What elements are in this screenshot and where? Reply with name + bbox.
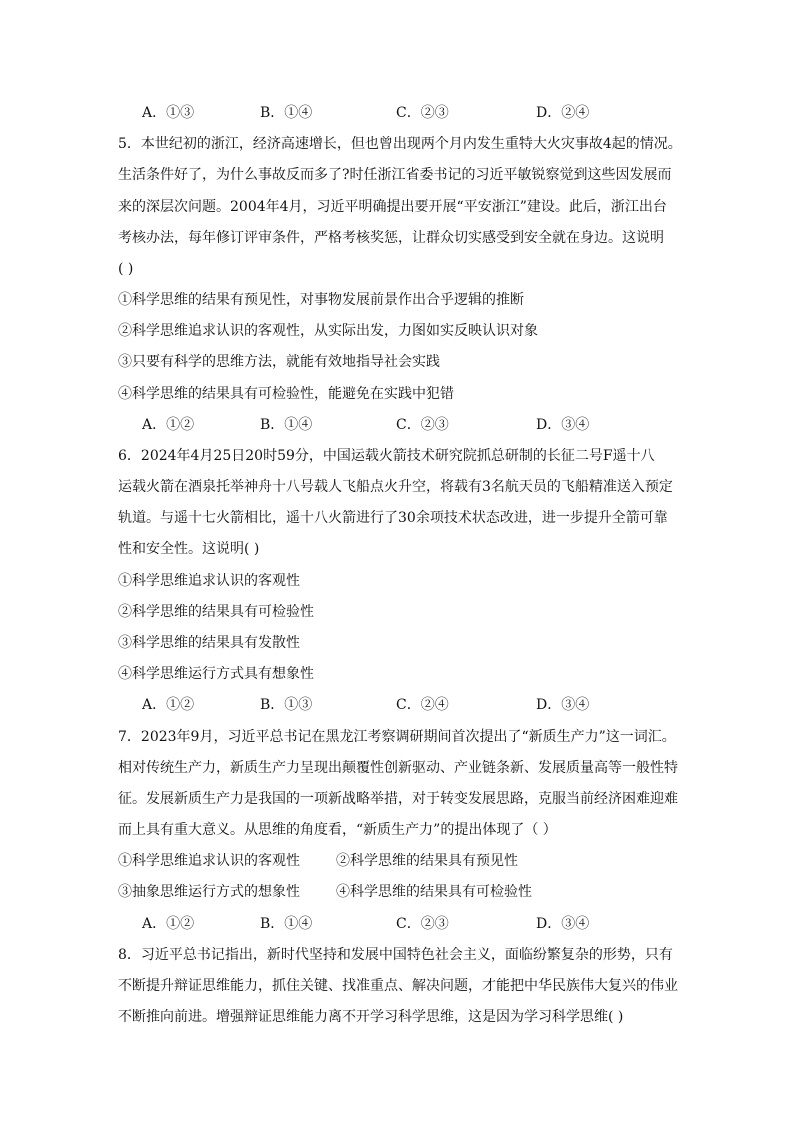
- option-c[interactable]: C．②③: [396, 105, 449, 121]
- option-c[interactable]: C．②③: [396, 916, 449, 932]
- q5-statement: ③只要有科学的思维方法，就能有效地指导社会实践: [118, 354, 440, 370]
- q5-stem-line: 5．本世纪初的浙江，经济高速增长，但也曾出现两个月内发生重特大火灾事故4起的情况。: [118, 136, 682, 152]
- q6-stem-line: 6．2024年4月25日20时59分，中国运载火箭技术研究院抓总研制的长征二号F遥十八: [118, 448, 655, 464]
- q6-stem-line: 运载火箭在酒泉托举神舟十八号载人飞船点火升空，将载有3名航天员的飞船精准送入预定: [118, 479, 673, 495]
- q8-stem-line: 8．习近平总书记指出，新时代坚持和发展中国特色社会主义，面临纷繁复杂的形势，只有: [118, 947, 673, 963]
- q8-stem-line: 不断推向前进。增强辩证思维能力离不开学习科学思维，这是因为学习科学思维( ): [118, 1009, 624, 1025]
- option-a[interactable]: A．①②: [142, 417, 195, 433]
- option-d[interactable]: D．③④: [536, 417, 590, 433]
- q6-statement: ③科学思维的结果具有发散性: [118, 635, 300, 651]
- q7-statement: ①科学思维追求认识的客观性: [118, 853, 300, 869]
- q5-answer-blank: ( ): [118, 261, 134, 277]
- q7-statement: ②科学思维的结果具有预见性: [336, 853, 518, 869]
- q5-statement: ④科学思维的结果具有可检验性，能避免在实践中犯错: [118, 386, 454, 402]
- option-b[interactable]: B．①④: [260, 105, 313, 121]
- q7-statements-row: [118, 851, 678, 871]
- q5-options: [142, 415, 702, 435]
- q7-stem-line: 而上具有重大意义。从思维的角度看，“新质生产力”的提出体现了（ ）: [118, 822, 557, 838]
- q8-stem-line: 不断提升辩证思维能力，抓住关键、找准重点、解决问题，才能把中华民族伟大复兴的伟业: [118, 978, 678, 994]
- option-d[interactable]: D．③④: [536, 916, 590, 932]
- q7-statement: ③抽象思维运行方式的想象性: [118, 884, 300, 900]
- q5-stem-line: 来的深层次问题。2004年4月，习近平明确提出要开展“平安浙江”建设。此后，浙江出台: [118, 199, 667, 215]
- option-a[interactable]: A．①③: [142, 105, 195, 121]
- option-b[interactable]: B．①④: [260, 916, 313, 932]
- option-d[interactable]: D．③④: [536, 697, 590, 713]
- q6-statement: ④科学思维运行方式具有想象性: [118, 666, 314, 682]
- option-c[interactable]: C．②③: [396, 417, 449, 433]
- q5-statement: ①科学思维的结果有预见性，对事物发展前景作出合乎逻辑的推断: [118, 292, 524, 308]
- q6-stem-line: 性和安全性。这说明( ): [118, 541, 260, 557]
- q6-options: [142, 695, 702, 715]
- option-a[interactable]: A．①②: [142, 697, 195, 713]
- q5-stem-line: 考核办法，每年修订评审条件，严格考核奖惩，让群众切实感受到安全就在身边。这说明: [118, 230, 664, 246]
- q6-stem-line: 轨道。与遥十七火箭相比，遥十八火箭进行了30余项技术状态改进，进一步提升全箭可靠: [118, 510, 668, 526]
- q7-stem-line: 相对传统生产力，新质生产力呈现出颠覆性创新驱动、产业链条新、发展质量高等一般性特: [118, 760, 678, 776]
- q6-statement: ①科学思维追求认识的客观性: [118, 573, 300, 589]
- option-b[interactable]: B．①④: [260, 417, 313, 433]
- q7-options: [142, 914, 702, 934]
- q7-stem-line: 7．2023年9月，习近平总书记在黑龙江考察调研期间首次提出了“新质生产力”这一词汇。: [118, 729, 676, 745]
- q6-statement: ②科学思维的结果具有可检验性: [118, 604, 314, 620]
- q7-statement: ④科学思维的结果具有可检验性: [336, 884, 532, 900]
- q5-stem-line: 生活条件好了，为什么事故反而多了?时任浙江省委书记的习近平敏锐察觉到这些因发展而: [118, 167, 672, 183]
- q4-options: [142, 103, 702, 123]
- option-d[interactable]: D．②④: [536, 105, 590, 121]
- option-a[interactable]: A．①②: [142, 916, 195, 932]
- option-c[interactable]: C．②④: [396, 697, 449, 713]
- q7-statements-row: [118, 882, 678, 902]
- option-b[interactable]: B．①③: [260, 697, 313, 713]
- q5-statement: ②科学思维追求认识的客观性，从实际出发，力图如实反映认识对象: [118, 323, 538, 339]
- q7-stem-line: 征。发展新质生产力是我国的一项新战略举措，对于转变发展思路，克服当前经济困难迎难: [118, 791, 678, 807]
